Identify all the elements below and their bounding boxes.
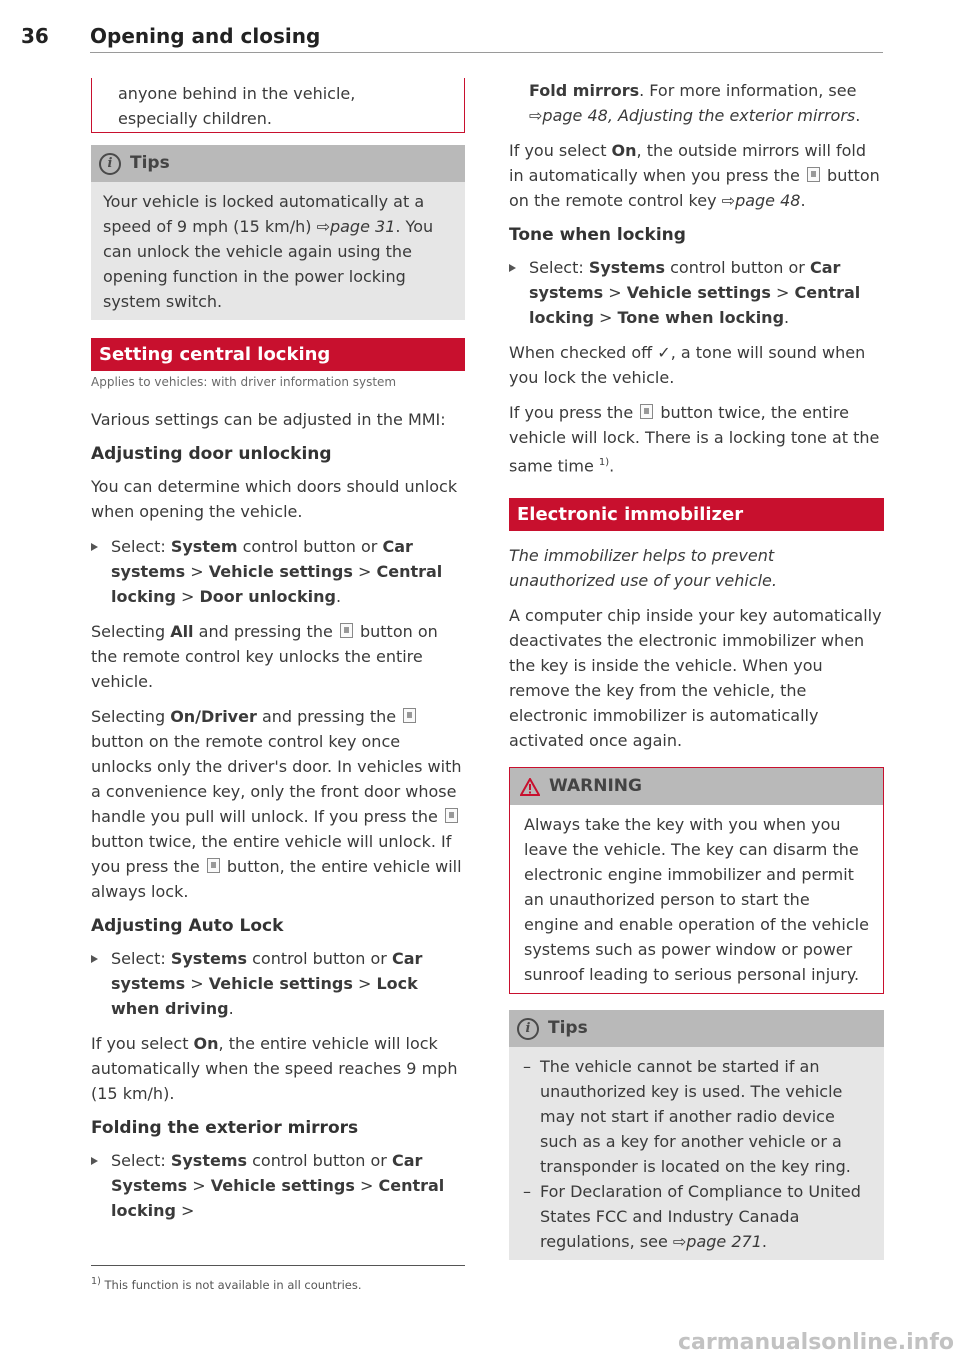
tips-heading: Tips bbox=[130, 153, 170, 173]
paragraph: If you select On, the outside mirrors will fold in automatically when you press the button on the remote control key ⇨page 48. bbox=[509, 141, 880, 210]
paragraph: The immobilizer helps to prevent unauthorized use of your vehicle. bbox=[509, 546, 777, 591]
instruction-step: Select: Systems control button or Car systems > Vehicle settings > Central locking > Tone when locking. bbox=[509, 255, 884, 330]
left-column bbox=[91, 78, 465, 1233]
lock-key-icon bbox=[640, 404, 653, 419]
warning-body bbox=[510, 805, 883, 993]
paragraph: Selecting All and pressing the button on the remote control key unlocks the entire vehicle. bbox=[91, 622, 438, 691]
step-arrow-icon bbox=[509, 264, 516, 272]
tips-body bbox=[91, 182, 465, 320]
step-arrow-icon bbox=[91, 543, 98, 551]
page-reference-link[interactable]: page 48, Adjusting the exterior mirrors bbox=[542, 106, 856, 125]
section-title: Opening and closing bbox=[90, 24, 321, 48]
applies-to-note: Applies to vehicles: with driver information system bbox=[91, 375, 397, 389]
warning-icon bbox=[520, 778, 540, 796]
arrow-icon: ⇨ bbox=[529, 106, 543, 125]
continued-warning-text: anyone behind in the vehicle, especially children. bbox=[118, 84, 356, 128]
subheading-door-unlocking: Adjusting door unlocking bbox=[91, 444, 332, 464]
footnote: $^{1)}$ This function is not available in all countries. bbox=[91, 1276, 362, 1292]
paragraph: A computer chip inside your key automatically deactivates the electronic immobilizer when the key is inside the vehicle. When you remove the key from the vehicle, the electronic immobilizer is automatically activated once again. bbox=[509, 606, 882, 751]
warning-box bbox=[509, 767, 884, 994]
arrow-icon: ⇨ bbox=[316, 217, 330, 236]
right-column bbox=[509, 78, 884, 1278]
tips-text: Your vehicle is locked automatically at a speed of 9 mph (15 km/h) ⇨page 31. You can unlock the vehicle again using the opening function in the power locking system switch. bbox=[103, 192, 434, 311]
paragraph: When checked off ✓, a tone will sound when you lock the vehicle. bbox=[509, 343, 866, 387]
list-item: – The vehicle cannot be started if an unauthorized key is used. The vehicle may not start if another radio device such as a key for another vehicle or a transponder is located on the key ring. bbox=[521, 1054, 872, 1179]
subheading-tone-locking: Tone when locking bbox=[509, 225, 686, 245]
section-heading-central-locking: Setting central locking bbox=[91, 338, 465, 371]
section-heading-immobilizer: Electronic immobilizer bbox=[509, 498, 884, 531]
list-item: – For Declaration of Compliance to United States FCC and Industry Canada regulations, see ⇨page 271. bbox=[521, 1179, 872, 1254]
tips-body bbox=[509, 1047, 884, 1260]
paragraph: If you select On, the entire vehicle will lock automatically when the speed reaches 9 mph (15 km/h). bbox=[91, 1034, 458, 1103]
page-reference-link[interactable]: page 31 bbox=[329, 217, 396, 236]
paragraph: If you press the button twice, the entire vehicle will lock. There is a locking tone at the same time $^{1)}$. bbox=[509, 403, 880, 476]
step-arrow-icon bbox=[91, 1157, 98, 1165]
watermark: carmanualsonline.info bbox=[678, 1330, 954, 1355]
info-icon: i bbox=[99, 153, 121, 175]
subheading-auto-lock: Adjusting Auto Lock bbox=[91, 916, 284, 936]
page-reference-link[interactable]: page 271 bbox=[686, 1232, 762, 1252]
warning-header bbox=[510, 768, 883, 805]
tips-header bbox=[509, 1010, 884, 1047]
lock-key-icon bbox=[445, 808, 458, 823]
page-number: 36 bbox=[21, 24, 49, 48]
header-divider bbox=[90, 52, 883, 53]
info-icon: i bbox=[517, 1018, 539, 1040]
instruction-step: Select: Systems control button or Car Systems > Vehicle settings > Central locking > bbox=[91, 1148, 465, 1223]
subheading-folding-mirrors: Folding the exterior mirrors bbox=[91, 1118, 359, 1138]
warning-text: Always take the key with you when you leave the vehicle. The key can disarm the electronic engine immobilizer and permit an unauthorized person to start the engine and enable operation of the vehicle systems such as power window or power sunroof leading to serious personal injury. bbox=[524, 815, 869, 985]
tips-box bbox=[91, 145, 465, 320]
tips-heading: Tips bbox=[548, 1018, 588, 1039]
tips-list bbox=[521, 1054, 872, 1254]
paragraph: You can determine which doors should unlock when opening the vehicle. bbox=[91, 477, 458, 521]
arrow-icon: ⇨ bbox=[672, 1232, 687, 1252]
warning-heading: WARNING bbox=[549, 776, 642, 797]
lock-key-icon bbox=[403, 708, 416, 723]
paragraph: Selecting On/Driver and pressing the button on the remote control key once unlocks only the driver's door. In vehicles with a convenience key, only the front door whose handle you pull will unlock. If you press the button twice, the entire vehicle will unlock. If you press the button, the entire vehicle will always lock. bbox=[91, 707, 462, 901]
lock-key-icon bbox=[340, 623, 353, 638]
paragraph: Various settings can be adjusted in the MMI: bbox=[91, 410, 446, 429]
page-reference-link[interactable]: page 48 bbox=[735, 191, 801, 210]
footnote-divider bbox=[91, 1265, 465, 1266]
instruction-step: Select: Systems control button or Car systems > Vehicle settings > Lock when driving. bbox=[91, 946, 465, 1021]
lock-key-icon bbox=[207, 858, 220, 873]
tips-header bbox=[91, 145, 465, 182]
continued-warning-box bbox=[91, 78, 465, 133]
lock-key-icon bbox=[807, 167, 820, 182]
instruction-step: Select: System control button or Car systems > Vehicle settings > Central locking > Door unlocking. bbox=[91, 534, 465, 609]
tips-box bbox=[509, 1010, 884, 1260]
step-arrow-icon bbox=[91, 955, 98, 963]
arrow-icon: ⇨ bbox=[721, 191, 736, 210]
paragraph: Fold mirrors. For more information, see ⇨page 48, Adjusting the exterior mirrors. bbox=[529, 81, 861, 125]
